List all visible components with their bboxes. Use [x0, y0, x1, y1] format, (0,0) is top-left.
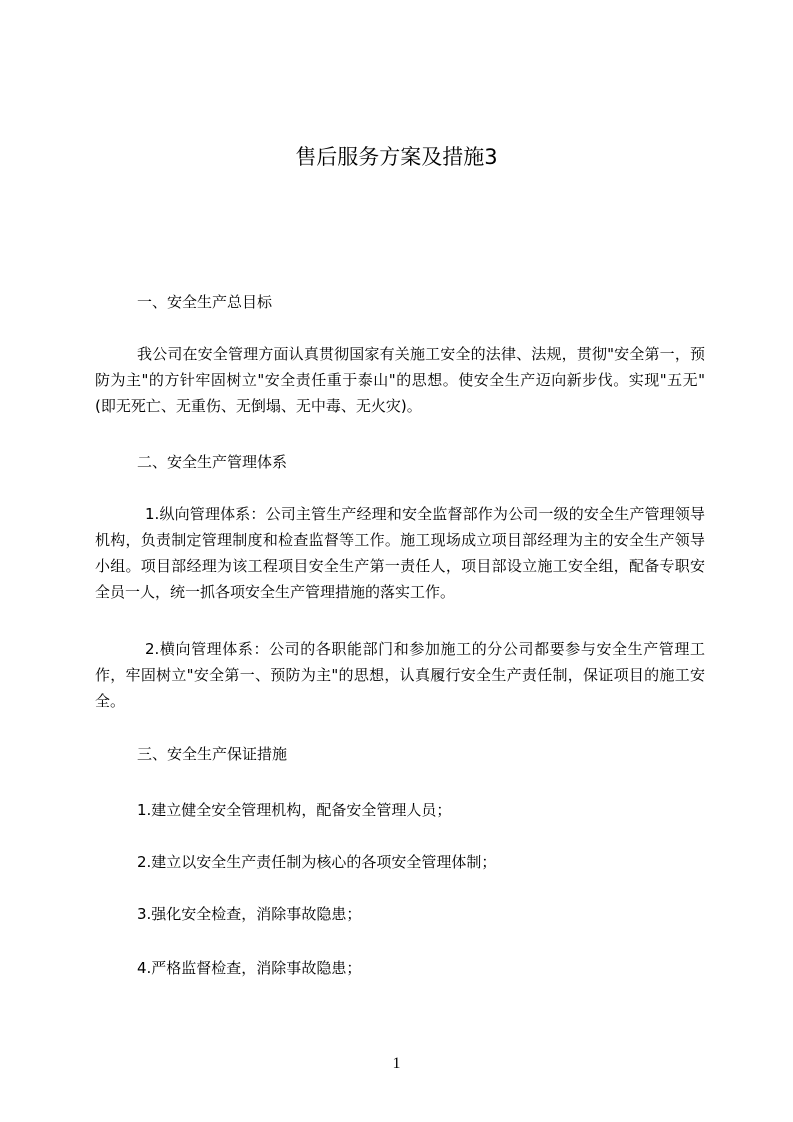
list-item: 1.建立健全安全管理机构，配备安全管理人员；	[137, 801, 452, 819]
list-item: 4.严格监督检查，消除事故隐患；	[137, 959, 362, 977]
list-item: 2.建立以安全生产责任制为核心的各项安全管理体制；	[137, 853, 497, 871]
list-item: 3.强化安全检查，消除事故隐患；	[137, 905, 362, 923]
paragraph-horizontal-management: 2.横向管理体系：公司的各职能部门和参加施工的分公司都要参与安全生产管理工作，牢固树立"安全第一、预防为主"的思想，认真履行安全生产责任制，保证项目的施工安全。	[95, 640, 705, 710]
page-number: 1	[392, 1055, 401, 1072]
section-heading-3: 三、安全生产保证措施	[137, 745, 288, 763]
section-heading-1: 一、安全生产总目标	[137, 293, 273, 311]
document-title: 售后服务方案及措施3	[295, 145, 498, 169]
paragraph-vertical-management: 1.纵向管理体系：公司主管生产经理和安全监督部作为公司一级的安全生产管理领导机构，负责制定管理制度和检查监督等工作。施工现场成立项目部经理为主的安全生产领导小组。项目部经理为该工程项目安全生产第一责任人，项目部设立施工安全组，配备专职安全员一人，统一抓各项安全生产管理措施的落实工作。	[95, 505, 705, 601]
section-heading-2: 二、安全生产管理体系	[137, 453, 288, 471]
paragraph-safety-goal: 我公司在安全管理方面认真贯彻国家有关施工安全的法律、法规，贯彻"安全第一，预防为主"的方针牢固树立"安全责任重于泰山"的思想。使安全生产迈向新步伐。实现"五无"(即无死亡、无重伤、无倒塌、无中毒、无火灾)。	[95, 345, 705, 415]
